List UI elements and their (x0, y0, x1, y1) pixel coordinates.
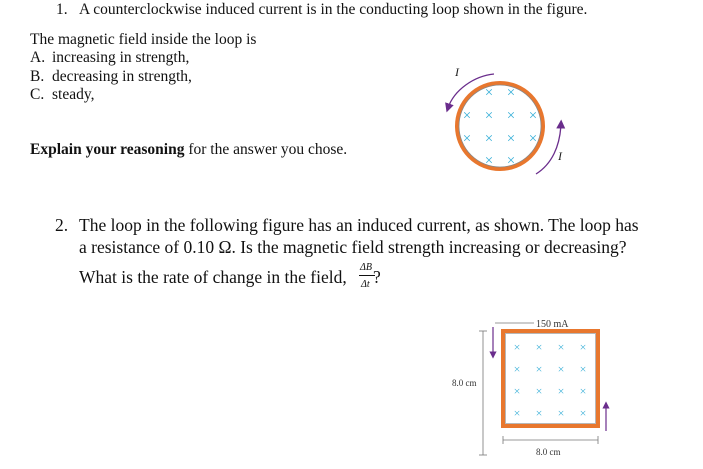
field-x-marks (463, 85, 537, 169)
explain-bold: Explain your reasoning (30, 141, 185, 158)
side-length-label: 8.0 cm (452, 378, 477, 388)
option-b-text: decreasing in strength, (52, 68, 192, 85)
field-x-mark: × (557, 362, 565, 376)
q2-line3: What is the rate of change in the field, (79, 267, 347, 287)
field-x-mark: × (528, 108, 538, 124)
fraction-denominator: Δt (361, 279, 370, 290)
field-x-mark: × (579, 406, 587, 420)
field-x-mark: × (513, 362, 521, 376)
field-x-mark: × (579, 384, 587, 398)
option-b-letter: B. (30, 68, 45, 85)
current-label: 150 mA (536, 319, 569, 330)
field-x-mark: × (484, 131, 494, 147)
circular-loop (457, 83, 543, 169)
square-loop-figure (448, 315, 618, 463)
field-x-mark: × (506, 131, 516, 147)
q1-text: A counterclockwise induced current is in the conducting loop shown in the figure. (79, 1, 588, 18)
field-x-mark: × (557, 406, 565, 420)
q2-line2: a resistance of 0.10 Ω. Is the magnetic field strength increasing or decreasing? (79, 237, 627, 257)
field-x-mark: × (513, 406, 521, 420)
q2-line1: The loop in the following figure has an induced current, as shown. The loop has (79, 215, 639, 235)
field-x-mark: × (579, 340, 587, 354)
fraction-numerator: ΔB (360, 262, 372, 273)
current-label-bottom: I (558, 149, 562, 163)
field-x-mark: × (579, 362, 587, 376)
field-x-mark: × (535, 340, 543, 354)
q1-explain (30, 141, 347, 159)
q1-number: 1. (56, 1, 68, 18)
field-x-mark: × (506, 108, 516, 124)
field-x-mark: × (557, 340, 565, 354)
q1-prompt: The magnetic field inside the loop is (30, 31, 257, 48)
q2-line3-end: ? (373, 267, 381, 287)
explain-rest: for the answer you chose. (184, 141, 348, 158)
field-x-mark: × (506, 153, 516, 169)
field-x-mark: × (535, 406, 543, 420)
bottom-length-label: 8.0 cm (536, 447, 561, 457)
option-a-letter: A. (30, 49, 46, 66)
field-x-mark: × (484, 153, 494, 169)
option-c-letter: C. (30, 86, 45, 103)
field-x-mark: × (557, 384, 565, 398)
q2-number: 2. (55, 215, 69, 235)
field-x-mark: × (535, 362, 543, 376)
field-x-mark: × (535, 384, 543, 398)
field-x-mark: × (484, 85, 494, 101)
option-c-text: steady, (52, 86, 95, 103)
field-x-mark: × (484, 108, 494, 124)
field-x-mark: × (462, 131, 472, 147)
field-x-mark: × (513, 384, 521, 398)
field-x-marks-square (514, 340, 587, 420)
field-x-mark: × (528, 131, 538, 147)
field-x-mark: × (506, 85, 516, 101)
field-x-mark: × (513, 340, 521, 354)
field-x-mark: × (462, 108, 472, 124)
current-label-top: I (455, 65, 459, 79)
option-a-text: increasing in strength, (52, 49, 190, 66)
circular-loop-figure (440, 62, 580, 178)
